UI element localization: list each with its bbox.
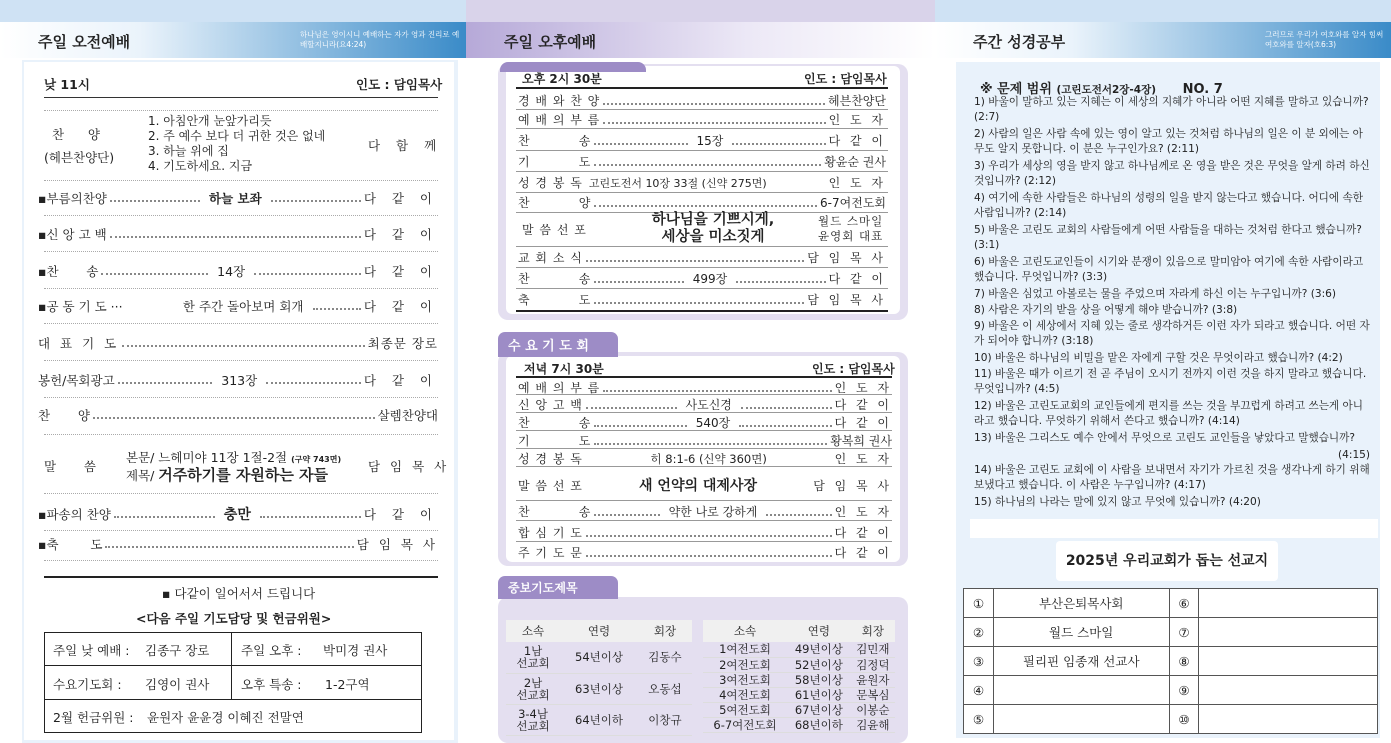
mission-name: 월드 스마일 xyxy=(993,618,1169,647)
study-question: 13) 바울은 그리스도 예수 안에서 무엇으로 고린도 교인들을 낳았다고 말했습니까? xyxy=(974,432,1356,444)
order-row xyxy=(38,535,438,553)
wed-label: 수요기도회 : xyxy=(53,677,122,692)
prayer-row xyxy=(506,642,692,673)
prayer-president: 윤원자 xyxy=(851,672,895,687)
row-right: 담 임 목 사 xyxy=(807,251,886,265)
prayer-group: 5여전도회 xyxy=(703,702,787,717)
row-mid: 사도신경 xyxy=(680,396,738,413)
row-label: 신 앙 고 백 xyxy=(518,398,583,412)
prayer-row xyxy=(506,673,692,704)
sun-pm-label: 주일 오후 : xyxy=(241,643,302,658)
pm-row xyxy=(518,291,886,308)
row-right: 최종문 장로 xyxy=(367,336,438,351)
mission-row xyxy=(964,705,1378,734)
pm-row xyxy=(518,249,886,266)
order-row xyxy=(38,297,438,315)
mission-number: ③ xyxy=(964,647,994,676)
mission-row xyxy=(964,647,1378,676)
pm-time: 오후 2시 30분 xyxy=(522,72,602,86)
prayer-age: 58년이상 xyxy=(787,672,851,687)
study-verse: 그러므로 우리가 여호와를 알자 힘써 여호와를 알자(호6:3) xyxy=(1265,30,1384,49)
study-question: 2) 사람의 일은 사람 속에 있는 영이 알고 있는 것처럼 하나님의 일은 이 분 외에는 아무도 알지 못합니다. 이 분은 누구인가요? (2:11) xyxy=(974,128,1363,155)
sermon-title: 거주하기를 자원하는 자들 xyxy=(158,466,329,484)
offering-value: 윤원자 윤윤경 이혜진 전말연 xyxy=(147,710,304,725)
afternoon-title: 주일 오후예배 xyxy=(504,33,597,51)
prayer-president: 김동수 xyxy=(638,642,692,673)
prayer-age: 64년이하 xyxy=(560,704,638,735)
row-right: 황복희 권사 xyxy=(830,434,892,448)
prayer-age: 67년이상 xyxy=(787,702,851,717)
row-label: ▪찬 송 xyxy=(38,264,99,279)
row-right: 다 같 이 xyxy=(363,264,439,279)
study-question: 3) 우리가 세상의 영을 받지 않고 하나님께로 온 영을 받은 것은 무엇을 알게 하려 하신 것입니까? (2:12) xyxy=(974,160,1370,187)
sermon-label: 말 씀 xyxy=(44,459,96,474)
row-mid: 히 8:1-6 (신약 360면) xyxy=(645,451,773,467)
row-right: 다 같 이 xyxy=(828,272,886,286)
row-label: ▪파송의 찬양 xyxy=(38,507,111,522)
hymn-right: 다 함 께 xyxy=(368,138,443,153)
mission-table xyxy=(963,588,1378,734)
mission-name xyxy=(1199,705,1378,734)
divider xyxy=(44,434,438,435)
prayer-age: 52년이상 xyxy=(787,657,851,672)
divider xyxy=(516,192,888,193)
study-banner xyxy=(935,22,1391,58)
sun-pm-value: 박미경 권사 xyxy=(323,643,388,658)
divider xyxy=(44,180,438,181)
row-right: 다 같 이 xyxy=(363,227,438,242)
pm-row xyxy=(518,153,886,170)
mission-name xyxy=(1199,618,1378,647)
pm-sermon-right xyxy=(818,214,883,244)
study-question: 5) 바울은 고린도 교회의 사람들에게 어떤 사람들을 대하는 것처럼 한다고 했습니까? (3:1) xyxy=(974,224,1362,251)
row-label: 성 경 봉 독 xyxy=(518,176,583,190)
row-label: 기 도 xyxy=(518,155,592,169)
divider xyxy=(44,397,438,398)
prayer-group: 3여전도회 xyxy=(703,672,787,687)
mission-number: ④ xyxy=(964,676,994,705)
prayer-president: 김민재 xyxy=(851,642,895,657)
mission-name: 부산은퇴목사회 xyxy=(993,589,1169,618)
divider xyxy=(516,466,892,467)
divider xyxy=(44,251,438,252)
study-no: NO. 7 xyxy=(1182,82,1223,97)
prayer-row xyxy=(703,687,895,702)
prayer-president: 김정덕 xyxy=(851,657,895,672)
study-question: 15) 하나님의 나라는 말에 있지 않고 무엇에 있습니까? (4:20) xyxy=(974,496,1261,508)
mission-number: ⑧ xyxy=(1169,647,1199,676)
row-label: 대 표 기 도 xyxy=(38,336,120,351)
prayer-group: 2여전도회 xyxy=(703,657,787,672)
row-label: 찬 양 xyxy=(38,408,90,423)
col-header: 소속 xyxy=(703,620,787,642)
next-week-title: <다음 주일 기도담당 및 헌금위원> xyxy=(136,611,332,626)
divider xyxy=(516,171,888,172)
row-label: 찬 송 xyxy=(518,416,592,430)
wed-row xyxy=(518,396,892,413)
pm-sermon-right-2: 윤영회 대표 xyxy=(818,229,884,243)
row-label: 말 씀 선 포 xyxy=(518,478,583,493)
row-right: 인 도 자 xyxy=(834,505,892,519)
row-mid: 499장 xyxy=(687,270,734,287)
col-header: 소속 xyxy=(506,620,560,642)
mission-name xyxy=(1199,647,1378,676)
row-label: 교 회 소 식 xyxy=(518,251,583,265)
pm-sermon-label: 말 씀 선 포 xyxy=(522,223,587,237)
divider xyxy=(516,430,892,431)
answer-strip xyxy=(970,519,1378,538)
sermon-text: 본문/ 느헤미야 11장 1절-2절 xyxy=(126,450,288,465)
wed-row xyxy=(518,414,892,431)
row-right: 담 임 목 사 xyxy=(813,478,893,493)
row-mid: 313장 xyxy=(215,371,263,389)
prayer-row xyxy=(703,672,895,687)
wed-row xyxy=(518,432,892,449)
pm-row xyxy=(518,194,886,211)
pm-special-label: 오후 특송 : xyxy=(241,677,302,692)
pm-sermon-right-1: 월드 스마일 xyxy=(818,214,884,228)
sermon-title-label: 제목/ xyxy=(126,468,155,483)
prayer-row xyxy=(703,702,895,717)
divider xyxy=(516,246,888,247)
row-right: 다 같 이 xyxy=(828,134,886,148)
row-mid: 새 언약의 대제사장 xyxy=(633,475,763,495)
study-title: 주간 성경공부 xyxy=(973,33,1066,51)
wed-value: 김영이 권사 xyxy=(145,677,210,692)
morning-leader: 인도 : 담임목사 xyxy=(356,77,443,92)
divider xyxy=(516,267,888,268)
row-label: 합 심 기 도 xyxy=(518,526,583,540)
mission-number: ① xyxy=(964,589,994,618)
row-label: ▪부름의찬양 xyxy=(38,191,107,206)
prayer-group: 3-4남 선교회 xyxy=(506,704,560,735)
divider xyxy=(44,288,438,289)
sermon-page: (구약 743면) xyxy=(291,455,342,464)
row-right: 인 도 자 xyxy=(828,176,886,190)
wed-row xyxy=(518,503,892,520)
divider xyxy=(516,128,888,129)
mission-number: ⑤ xyxy=(964,705,994,734)
row-mid: 충만 xyxy=(218,504,257,524)
divider xyxy=(44,323,438,324)
row-mid: 고린도전서 10장 33절 (신약 275면) xyxy=(583,175,773,191)
morning-verse: 하나님은 영이시니 예배하는 자가 영과 진리로 예배할지니라(요4:24) xyxy=(300,30,460,49)
pm-row xyxy=(518,92,886,109)
col-header: 회장 xyxy=(638,620,692,642)
divider xyxy=(516,412,892,413)
pm-sermon-title-1: 하나님을 기쁘시게, xyxy=(651,212,775,228)
row-right: 인 도 자 xyxy=(834,381,892,395)
divider xyxy=(44,493,438,494)
prayer-row xyxy=(703,717,895,732)
hymn-sub: (헤븐찬양단) xyxy=(44,150,115,165)
study-question: 1) 바울이 말하고 있는 지혜는 이 세상의 지혜가 아니라 어떤 지혜를 말하고 있습니까? (2:7) xyxy=(974,96,1369,123)
row-right: 살렘찬양대 xyxy=(377,408,438,423)
mission-number: ⑩ xyxy=(1169,705,1199,734)
song: 2. 주 예수 보다 더 귀한 것은 없네 xyxy=(148,129,326,143)
song: 1. 아침안개 눈앞가리듯 xyxy=(148,114,272,128)
sun-am-value: 김종구 장로 xyxy=(145,643,210,658)
morning-title: 주일 오전예배 xyxy=(38,33,131,51)
row-right: 담 임 목 사 xyxy=(807,293,886,307)
order-row xyxy=(38,189,438,207)
morning-time: 낮 11시 xyxy=(44,77,90,92)
prayer-row xyxy=(506,704,692,735)
study-question: 7) 바울은 심었고 아볼로는 물을 주었으며 자라게 하신 이는 누구입니까? (3:6) xyxy=(974,288,1337,300)
divider xyxy=(516,500,892,501)
q13-ref: (4:15) xyxy=(1338,449,1371,461)
row-right: 담 임 목 사 xyxy=(356,537,438,552)
mission-title: 2025년 우리교회가 돕는 선교지 xyxy=(1056,541,1278,581)
sermon-right: 담 임 목 사 xyxy=(368,459,450,474)
row-right: 다 같 이 xyxy=(363,373,439,388)
row-right: 다 같 이 xyxy=(834,526,892,540)
prayer-row xyxy=(703,642,895,657)
prayer-age: 61년이상 xyxy=(787,687,851,702)
prayer-president: 오동섭 xyxy=(638,673,692,704)
row-mid: 한 주간 돌아보며 회개 xyxy=(177,297,310,315)
row-right: 다 같 이 xyxy=(363,299,439,314)
wed-tab: 수 요 기 도 회 xyxy=(498,332,618,357)
song: 4. 기도하세요. 지금 xyxy=(148,159,253,173)
study-question: 14) 바울은 고린도 교회에 이 사람을 보내면서 자기가 가르친 것을 생각나게 하기 위해 보냈다고 했습니다. 이 사람은 누구입니까? (4:17) xyxy=(974,464,1370,491)
study-question: 9) 바울은 이 세상에서 지혜 있는 줄로 생각하거든 이런 자가 되라고 했습니다. 어떤 자가 되어야 합니까? (3:18) xyxy=(974,320,1370,347)
divider xyxy=(44,360,438,361)
divider xyxy=(516,288,888,289)
pm-sermon-title xyxy=(628,212,798,246)
row-label: 예 배 의 부 름 xyxy=(518,381,601,395)
mission-number: ⑨ xyxy=(1169,676,1199,705)
order-row xyxy=(38,504,438,524)
row-right: 인 도 자 xyxy=(834,452,892,466)
row-label: 주 기 도 문 xyxy=(518,546,583,560)
prayer-row xyxy=(703,657,895,672)
prayer-group: 1여전도회 xyxy=(703,642,787,657)
prayer-age: 54년이상 xyxy=(560,642,638,673)
divider xyxy=(44,97,438,98)
mission-name: 필리핀 임종재 선교사 xyxy=(993,647,1169,676)
row-label: 예 배 의 부 름 xyxy=(518,113,601,127)
mission-row xyxy=(964,676,1378,705)
row-right: 헤븐찬양단 xyxy=(828,94,886,108)
prayer-tab: 중보기도제목 xyxy=(498,576,618,599)
divider xyxy=(516,310,888,312)
row-label: 찬 송 xyxy=(518,134,592,148)
prayer-president: 이창규 xyxy=(638,704,692,735)
col-header: 연령 xyxy=(787,620,851,642)
song: 3. 하늘 위에 집 xyxy=(148,144,229,158)
col-header: 회장 xyxy=(851,620,895,642)
mission-number: ② xyxy=(964,618,994,647)
divider xyxy=(516,87,888,89)
pm-special-value: 1-2구역 xyxy=(325,677,370,692)
row-mid: 14장 xyxy=(211,262,251,280)
row-label: 찬 송 xyxy=(518,272,592,286)
order-row xyxy=(38,406,438,424)
divider xyxy=(516,150,888,151)
top-strip xyxy=(0,0,466,22)
prayer-president: 이봉순 xyxy=(851,702,895,717)
study-question: 10) 바울은 하나님의 비밀을 맡은 자에게 구할 것은 무엇이라고 했습니까? (4:2) xyxy=(974,352,1343,364)
row-mid: 약한 나로 강하게 xyxy=(663,503,764,520)
prayer-table-right xyxy=(703,620,895,733)
row-right: 다 같 이 xyxy=(363,191,439,206)
standing-note: ▪ 다같이 일어서서 드립니다 xyxy=(162,586,316,601)
study-range: (고린도전서2장-4장) xyxy=(1056,84,1157,96)
study-question: 4) 여기에 속한 사람들은 하나님의 성령의 일을 받지 않는다고 했습니다. 어디에 속한 사람입니까? (2:14) xyxy=(974,192,1363,219)
row-right: 다 같 이 xyxy=(834,416,892,430)
divider xyxy=(44,110,438,111)
wed-row xyxy=(518,475,892,495)
wed-time: 저녁 7시 30분 xyxy=(524,362,604,376)
study-question: 11) 바울은 때가 이르기 전 곧 주님이 오시기 전까지 이런 것을 하지 말라고 했습니다. 무엇입니까? (4:5) xyxy=(974,368,1367,395)
row-label: 경 배 와 찬 양 xyxy=(518,94,601,108)
wed-leader: 인도 : 담임목사 xyxy=(812,362,895,376)
mission-number: ⑦ xyxy=(1169,618,1199,647)
wed-row xyxy=(518,544,892,561)
divider xyxy=(516,520,892,521)
pm-sermon-title-2: 세상을 미소짓게 xyxy=(661,229,765,245)
row-label: 찬 양 xyxy=(518,196,592,210)
row-label: ▪축 도 xyxy=(38,537,103,552)
row-label: 기 도 xyxy=(518,434,592,448)
divider xyxy=(516,376,892,378)
row-mid: 540장 xyxy=(690,414,737,431)
row-right: 다 같 이 xyxy=(363,507,439,522)
prayer-group: 4여전도회 xyxy=(703,687,787,702)
prayer-president: 문복심 xyxy=(851,687,895,702)
pm-row xyxy=(518,111,886,128)
top-strip xyxy=(466,0,935,22)
col-header: 연령 xyxy=(560,620,638,642)
row-right: 인 도 자 xyxy=(828,113,886,127)
mission-name xyxy=(993,676,1169,705)
mission-number: ⑥ xyxy=(1169,589,1199,618)
row-right: 다 같 이 xyxy=(834,546,892,560)
divider xyxy=(44,576,438,578)
mission-name xyxy=(993,705,1169,734)
prayer-age: 63년이상 xyxy=(560,673,638,704)
wed-row xyxy=(518,524,892,541)
divider xyxy=(516,448,892,449)
prayer-age: 49년이상 xyxy=(787,642,851,657)
prayer-president: 김윤해 xyxy=(851,717,895,732)
study-heading-label: ※ 문제 범위 xyxy=(980,82,1052,97)
row-label: ▪공 동 기 도 ··· xyxy=(38,299,123,314)
prayer-group: 2남 선교회 xyxy=(506,673,560,704)
row-mid: 하늘 보좌 xyxy=(203,189,268,207)
divider xyxy=(44,530,438,531)
order-row xyxy=(38,334,438,352)
row-label: 성 경 봉 독 xyxy=(518,452,583,466)
study-question: 8) 사람은 자기의 받을 상을 어떻게 해야 받습니까? (3:8) xyxy=(974,304,1238,316)
pm-row xyxy=(518,270,886,287)
row-right: 다 같 이 xyxy=(834,398,892,412)
study-question: 12) 바울은 고린도교회의 교인들에게 편지를 쓰는 것을 부끄럽게 하려고 쓰는게 아니라고 했습니다. 무엇하기 위해서 쓴다고 했습니까? (4:14) xyxy=(974,400,1363,427)
row-label: 봉헌/목회광고 xyxy=(38,373,115,388)
order-row xyxy=(38,225,438,243)
pm-row xyxy=(518,174,886,191)
row-right: 황윤순 권사 xyxy=(824,155,886,169)
mission-row xyxy=(964,618,1378,647)
next-week-box xyxy=(44,632,422,733)
prayer-age: 68년이하 xyxy=(787,717,851,732)
row-label: 찬 송 xyxy=(518,505,592,519)
mission-row xyxy=(964,589,1378,618)
morning-banner xyxy=(0,22,466,58)
pm-row xyxy=(518,132,886,149)
mission-name xyxy=(1199,676,1378,705)
divider xyxy=(44,560,438,561)
top-strip xyxy=(935,0,1391,22)
sermon-title-line xyxy=(126,464,328,485)
divider xyxy=(44,215,438,216)
pm-leader: 인도 : 담임목사 xyxy=(804,72,887,86)
hymn-label: 찬 양 xyxy=(52,127,100,142)
study-question: 6) 바울은 고린도교인들이 시기와 분쟁이 있음으로 말미암아 여기에 속한 사람이라고 했습니다. 무엇입니까? (3:3) xyxy=(974,256,1364,283)
wed-row xyxy=(518,450,892,467)
row-mid: 15장 xyxy=(691,132,730,149)
divider xyxy=(516,109,888,110)
order-row xyxy=(38,262,438,280)
offering-label: 2월 헌금위원 : xyxy=(53,710,134,725)
row-right: 6-7여전도회 xyxy=(820,196,886,210)
row-label: ▪신 앙 고 백 xyxy=(38,227,107,242)
sun-am-label: 주일 낮 예배 : xyxy=(53,643,130,658)
prayer-group: 6-7여전도회 xyxy=(703,717,787,732)
mission-name xyxy=(1199,589,1378,618)
prayer-table-left xyxy=(506,620,692,736)
hymn-songs xyxy=(148,114,325,174)
row-label: 축 도 xyxy=(518,293,592,307)
divider xyxy=(516,394,892,395)
divider xyxy=(516,541,892,542)
order-row xyxy=(38,371,438,389)
afternoon-banner xyxy=(466,22,935,58)
prayer-group: 1남 선교회 xyxy=(506,642,560,673)
